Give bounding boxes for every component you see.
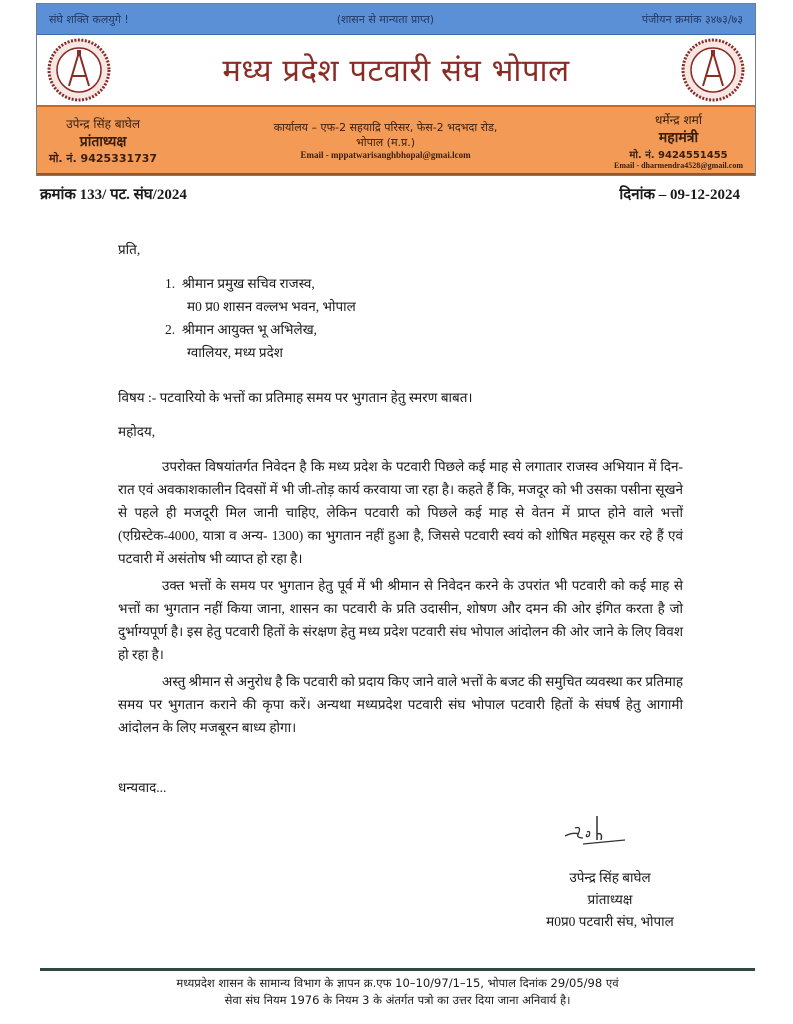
secretary-designation: महामंत्री (658, 129, 699, 146)
letterhead-top-strip (37, 4, 755, 35)
recipient-1-number: 1. (165, 276, 176, 291)
signatory-designation: प्रांताध्यक्ष (587, 892, 633, 907)
recipient-1-line2: म0 प्र0 शासन वल्लभ भवन, भोपाल (187, 299, 356, 314)
recipient-1-line1: श्रीमान प्रमुख सचिव राजस्व, (181, 276, 315, 291)
office-line2: भोपाल (म.प्र.) (356, 136, 416, 149)
footer-line1: मध्यप्रदेश शासन के सामान्य विभाग के ज्ञापन क्र.एफ 10–10/97/1–15, भोपाल दिनांक 29/05/98 एवं (176, 976, 619, 990)
signature-icon (555, 812, 635, 852)
president-phone: मो. नं. 9425331737 (49, 151, 158, 165)
paragraph-2: उक्त भत्तों के समय पर भुगतान हेतु पूर्व में भी श्रीमान से निवेदन करने के उपरांत भी पटवारी को कई माह से भत्तों का भुगतान नहीं किया जाना, शासन का पटवारी के प्रति उदासीन, शोषण और दमन की ओर इंगित करता है जो दुर्भाग्यपूर्ण है। इस हेतु पटवारी हितों के संरक्षण हेतु मध्य प्रदेश पटवारी संघ भोपाल आंदोलन की ओर जाने के लिए विवश हो रहा है। (118, 578, 683, 662)
recipient-2 (165, 318, 317, 364)
recipient-2-line2: ग्वालियर, मध्य प्रदेश (187, 345, 283, 360)
subject: विषय :- पटवारियो के भत्तों का प्रतिमाह समय पर भुगतान हेतु स्मरण बाबत। (118, 390, 473, 405)
letterhead-title-row (37, 35, 755, 105)
footer-divider (40, 968, 755, 971)
recipient-1 (165, 272, 356, 318)
org-name: मध्य प्रदेश पटवारी संघ भोपाल (222, 53, 570, 89)
recipient-2-line1: श्रीमान आयुक्त भू अभिलेख, (181, 322, 318, 337)
president-name: उपेन्द्र सिंह बाघेल (66, 116, 140, 131)
closing: धन्यवाद... (118, 780, 167, 795)
president-contact (49, 115, 157, 166)
secretary-phone: मो. नं. 9424551455 (629, 149, 728, 161)
paragraph-3: अस्तु श्रीमान से अनुरोध है कि पटवारी को प्रदाय किए जाने वाले भत्तों के बजट की समुचित व्यवस्था कर प्रतिमाह समय पर भुगतान कराने की कृपा करें। अन्यथा मध्यप्रदेश पटवारी संघ भोपाल पटवारी हितों के संघर्ष हेतु आगामी आंदोलन के लिए मजबूरन बाध्य होगा। (118, 674, 683, 735)
paragraph-1: उपरोक्त विषयांतर्गत निवेदन है कि मध्य प्रदेश के पटवारी पिछले कई माह से लगातार राजस्व अभियान में दिन-रात एवं अवकाशकालीन दिवसों में भी जी-तोड़ कार्य करवाया जा रहा है। कहते हैं कि, मजदूर को भी उसका पसीना सूखने से पहले ही मजदूरी मिल जानी चाहिए, लेकिन पटवारी को पिछले कई माह से वेतन में प्राप्त होने वाले भत्तों (एग्रिस्टेक-4000, यात्रा व अन्य- 1300) का भुगतान नहीं हुआ है, जिससे पटवारी स्वयं को शोषित महसूस कर रहे हैं एवं पटवारी में असंतोष भी व्याप्त हो रहा है। (118, 459, 683, 566)
letterhead-contact-band (37, 105, 755, 175)
letter-body (118, 455, 683, 739)
president-designation: प्रांताध्यक्ष (79, 133, 127, 150)
secretary-email: Email - dharmendra4528@gmail.com (614, 160, 743, 170)
to-label: प्रति, (118, 242, 141, 257)
secretary-contact (614, 111, 743, 170)
footer-line2: सेवा संघ नियम 1976 के नियम 3 के अंतर्गत पत्रो का उत्तर दिया जाना अनिवार्य है। (224, 993, 571, 1007)
secretary-name: धर्मेन्द्र शर्मा (655, 112, 702, 127)
reference-row (40, 184, 740, 204)
seal-icon-left (47, 38, 111, 102)
letter-date: दिनांक – 09-12-2024 (619, 187, 740, 203)
registration-number: पंजीयन क्रमांक ३४७३/७३ (641, 12, 743, 26)
footer-note (40, 975, 755, 1009)
letterhead (36, 3, 756, 176)
signatory-org: म0प्र0 पटवारी संघ, भोपाल (546, 914, 674, 929)
office-email: Email - mppatwarisanghbhopal@gmai.lcom (300, 150, 471, 160)
recipient-2-number: 2. (165, 322, 176, 337)
salutation: महोदय, (118, 424, 156, 439)
reference-number: क्रमांक 133/ पट. संघ/2024 (40, 187, 187, 203)
office-address (274, 120, 498, 160)
seal-icon-right (681, 38, 745, 102)
slogan: संघे शक्ति कलयुगे ! (49, 12, 129, 26)
signature-block (535, 867, 685, 933)
signatory-name: उपेन्द्र सिंह बाघेल (569, 870, 651, 885)
office-line1: कार्यालय – एफ-2 सहयाद्रि परिसर, फेस-2 भदभदा रोड, (273, 121, 498, 134)
recognition-note: (शासन से मान्यता प्राप्त) (336, 12, 435, 26)
